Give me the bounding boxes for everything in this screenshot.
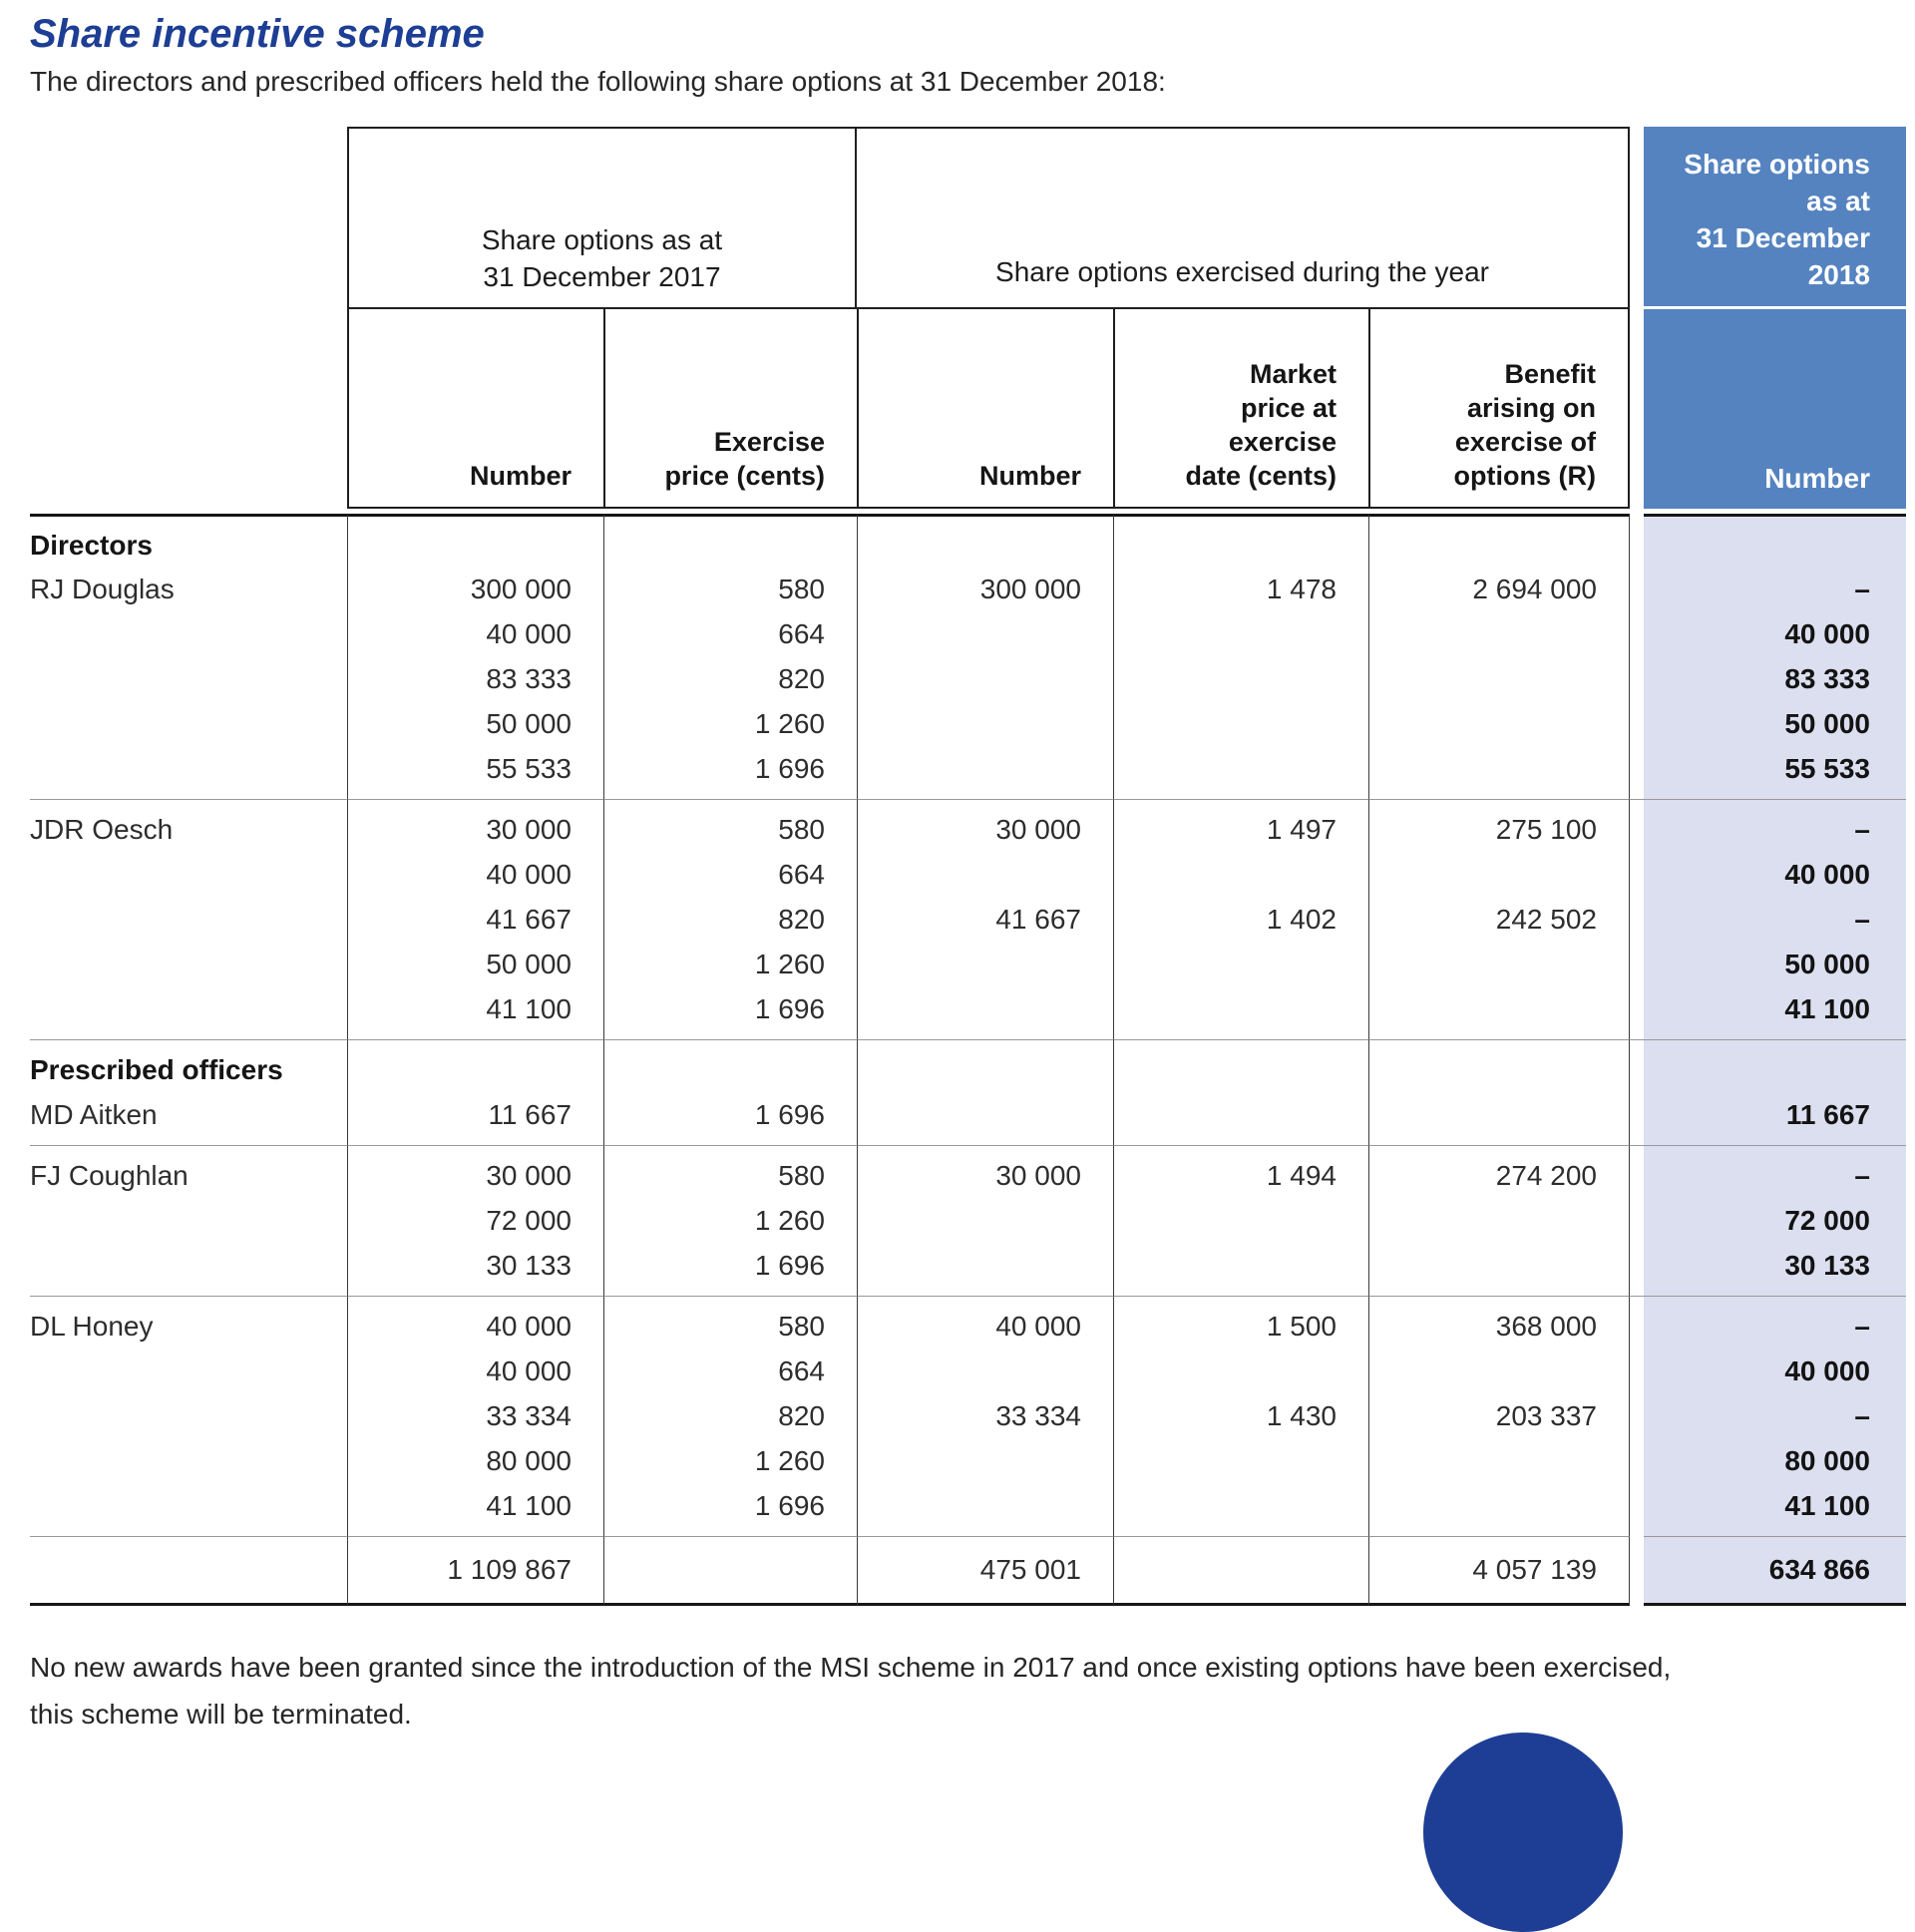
- table-cell: [1113, 852, 1368, 897]
- table-cell: 80 000: [347, 1438, 603, 1483]
- table-cell: [1113, 986, 1368, 1039]
- table-cell-2018: 41 100: [1644, 1483, 1906, 1536]
- table-cell-2018: 72 000: [1644, 1198, 1906, 1243]
- row-label: [30, 656, 347, 701]
- header-exercise-price: Exercise price (cents): [603, 309, 857, 509]
- table-cell: 1 430: [1113, 1393, 1368, 1438]
- header-benefit: Benefit arising on exercise of options (R): [1368, 309, 1630, 509]
- total-cell: [603, 1536, 857, 1606]
- total-cell: 4 057 139: [1368, 1536, 1630, 1606]
- table-cell: [1368, 942, 1630, 986]
- table-cell: 11 667: [347, 1092, 603, 1145]
- table-cell: [857, 986, 1113, 1039]
- table-cell: 664: [603, 852, 857, 897]
- row-label: Directors: [30, 514, 347, 567]
- share-options-table: [30, 127, 1906, 1606]
- table-cell: 274 200: [1368, 1145, 1630, 1198]
- table-cell: [1113, 1039, 1368, 1092]
- table-cell-2018: –: [1644, 567, 1906, 611]
- table-cell: 580: [603, 1145, 857, 1198]
- table-cell: 1 494: [1113, 1145, 1368, 1198]
- table-cell: [1368, 1198, 1630, 1243]
- total-cell: 1 109 867: [347, 1536, 603, 1606]
- row-label: DL Honey: [30, 1296, 347, 1349]
- table-cell: 242 502: [1368, 897, 1630, 942]
- table-cell-2018: 40 000: [1644, 1349, 1906, 1393]
- table-cell: 40 000: [347, 1296, 603, 1349]
- table-cell: [857, 656, 1113, 701]
- table-cell: 30 000: [857, 1145, 1113, 1198]
- header-group-2018: [1644, 127, 1906, 509]
- header-number-2018: Number: [1764, 463, 1870, 494]
- table-cell: 55 533: [347, 746, 603, 799]
- table-cell: 1 500: [1113, 1296, 1368, 1349]
- table-cell: [857, 942, 1113, 986]
- table-cell: 40 000: [347, 852, 603, 897]
- row-label: Prescribed officers: [30, 1039, 347, 1092]
- table-cell: 580: [603, 567, 857, 611]
- table-cell: 1 696: [603, 986, 857, 1039]
- table-cell: [1368, 1039, 1630, 1092]
- table-cell: [857, 852, 1113, 897]
- header-group-2017: Share options as at 31 December 2017: [347, 127, 857, 309]
- table-cell: [857, 1349, 1113, 1393]
- row-label: [30, 852, 347, 897]
- table-cell-2018: 11 667: [1644, 1092, 1906, 1145]
- table-cell: 1 260: [603, 1198, 857, 1243]
- table-cell: [857, 1483, 1113, 1536]
- table-cell: [1113, 611, 1368, 656]
- table-cell: [1368, 986, 1630, 1039]
- table-cell-2018: 50 000: [1644, 942, 1906, 986]
- table-cell: 40 000: [347, 1349, 603, 1393]
- table-cell: 820: [603, 897, 857, 942]
- table-body: [30, 514, 1906, 1606]
- table-cell: [1113, 1349, 1368, 1393]
- row-label: MD Aitken: [30, 1098, 158, 1130]
- row-label: [30, 746, 347, 799]
- table-cell: [603, 514, 857, 567]
- table-cell-2018: 40 000: [1644, 611, 1906, 656]
- total-row-label: [30, 1536, 347, 1606]
- table-cell-2018: –: [1644, 1296, 1906, 1349]
- table-cell: [1368, 746, 1630, 799]
- table-cell: 1 696: [603, 1243, 857, 1296]
- table-cell: 33 334: [857, 1393, 1113, 1438]
- table-cell: [1368, 1092, 1630, 1145]
- table-cell: 41 667: [347, 897, 603, 942]
- row-label: JDR Oesch: [30, 799, 347, 852]
- table-cell: 30 000: [857, 799, 1113, 852]
- table-cell: 50 000: [347, 701, 603, 746]
- table-cell: 83 333: [347, 656, 603, 701]
- table-cell: 820: [603, 656, 857, 701]
- table-cell: [1368, 514, 1630, 567]
- row-label: [30, 611, 347, 656]
- table-cell: 30 000: [347, 1145, 603, 1198]
- table-cell: [857, 1092, 1113, 1145]
- table-cell: 1 696: [603, 1092, 857, 1145]
- table-cell-2018: 30 133: [1644, 1243, 1906, 1296]
- table-cell: 664: [603, 611, 857, 656]
- row-label: [30, 942, 347, 986]
- page-title: Share incentive scheme: [30, 12, 485, 56]
- total-cell: 475 001: [857, 1536, 1113, 1606]
- table-cell-2018: –: [1644, 897, 1906, 942]
- table-cell: [1113, 1243, 1368, 1296]
- table-header: [30, 127, 1906, 509]
- table-cell: [857, 1243, 1113, 1296]
- table-cell: 300 000: [857, 567, 1113, 611]
- row-label: [30, 1483, 347, 1536]
- table-cell: 203 337: [1368, 1393, 1630, 1438]
- table-cell: [1113, 1092, 1368, 1145]
- table-cell: 30 133: [347, 1243, 603, 1296]
- table-cell: [857, 701, 1113, 746]
- table-cell: 1 497: [1113, 799, 1368, 852]
- table-cell: [347, 514, 603, 567]
- table-cell-2018: [1644, 514, 1906, 567]
- table-cell: [857, 1198, 1113, 1243]
- table-cell: [1368, 656, 1630, 701]
- table-cell: 664: [603, 1349, 857, 1393]
- row-label: [30, 1393, 347, 1438]
- decorative-page-circle: [1423, 1733, 1623, 1932]
- table-cell-2018: –: [1644, 799, 1906, 852]
- table-cell: 368 000: [1368, 1296, 1630, 1349]
- table-cell-2018: 83 333: [1644, 656, 1906, 701]
- row-label: [30, 1243, 347, 1296]
- table-cell: 41 100: [347, 986, 603, 1039]
- table-cell-2018: –: [1644, 1145, 1906, 1198]
- table-cell: 1 260: [603, 701, 857, 746]
- table-cell: [857, 746, 1113, 799]
- table-cell: 1 260: [603, 942, 857, 986]
- table-cell: [1113, 656, 1368, 701]
- table-cell: 40 000: [857, 1296, 1113, 1349]
- total-cell-2018: 634 866: [1644, 1536, 1906, 1606]
- table-cell: 1 696: [603, 1483, 857, 1536]
- table-cell-2018: [1644, 1039, 1906, 1092]
- row-label: [30, 1438, 347, 1483]
- table-cell: [1113, 701, 1368, 746]
- row-label: FJ Coughlan: [30, 1145, 347, 1198]
- table-cell: [1368, 611, 1630, 656]
- table-cell: [1368, 1438, 1630, 1483]
- table-cell: 820: [603, 1393, 857, 1438]
- table-cell: 1 478: [1113, 567, 1368, 611]
- table-cell: 580: [603, 1296, 857, 1349]
- table-cell: 41 667: [857, 897, 1113, 942]
- row-label: [30, 1198, 347, 1243]
- table-cell: 1 260: [603, 1438, 857, 1483]
- table-cell-2018: 55 533: [1644, 746, 1906, 799]
- total-cell: [1113, 1536, 1368, 1606]
- table-cell: [1368, 1349, 1630, 1393]
- header-group-exercised: Share options exercised during the year: [857, 127, 1630, 309]
- table-cell: 30 000: [347, 799, 603, 852]
- header-market-price: Market price at exercise date (cents): [1113, 309, 1368, 509]
- table-cell: 72 000: [347, 1198, 603, 1243]
- table-cell: [603, 1039, 857, 1092]
- table-cell: 300 000: [347, 567, 603, 611]
- table-cell: [1113, 942, 1368, 986]
- table-cell: [1113, 514, 1368, 567]
- table-cell: 33 334: [347, 1393, 603, 1438]
- table-cell: [1113, 1438, 1368, 1483]
- table-cell: 50 000: [347, 942, 603, 986]
- table-cell-2018: –: [1644, 1393, 1906, 1438]
- header-name-column-spacer: [30, 127, 347, 509]
- table-cell-2018: 40 000: [1644, 852, 1906, 897]
- row-label: [30, 986, 347, 1039]
- table-cell: [1368, 701, 1630, 746]
- header-number-exercised: Number: [857, 309, 1113, 509]
- table-cell: 580: [603, 799, 857, 852]
- header-group-2018-title: Share options as at 31 December 2018: [1644, 127, 1906, 309]
- table-cell: [347, 1039, 603, 1092]
- table-cell: [857, 611, 1113, 656]
- table-cell-2018: 50 000: [1644, 701, 1906, 746]
- table-cell: [1113, 1198, 1368, 1243]
- table-cell: 2 694 000: [1368, 567, 1630, 611]
- table-cell: 275 100: [1368, 799, 1630, 852]
- table-cell-2018: 41 100: [1644, 986, 1906, 1039]
- table-cell: [857, 1438, 1113, 1483]
- table-cell: 41 100: [347, 1483, 603, 1536]
- table-cell: 1 696: [603, 746, 857, 799]
- table-cell: [1368, 1483, 1630, 1536]
- table-cell: [1113, 1483, 1368, 1536]
- table-cell-2018: 80 000: [1644, 1438, 1906, 1483]
- table-cell: [857, 1039, 1113, 1092]
- intro-text: The directors and prescribed officers held the following share options at 31 December 2018:: [30, 66, 1166, 97]
- table-cell: [1368, 1243, 1630, 1296]
- footer-note: No new awards have been granted since the introduction of the MSI scheme in 2017 and once existing options have been exercised, this scheme will be terminated.: [30, 1652, 1672, 1730]
- header-column-gap: [1630, 127, 1644, 509]
- table-cell: 1 402: [1113, 897, 1368, 942]
- row-label: RJ Douglas: [30, 573, 175, 604]
- row-label: [30, 701, 347, 746]
- row-label: [30, 897, 347, 942]
- table-cell: 40 000: [347, 611, 603, 656]
- table-cell: [857, 514, 1113, 567]
- row-label: [30, 1349, 347, 1393]
- table-cell: [1368, 852, 1630, 897]
- header-number-2017: Number: [347, 309, 603, 509]
- table-cell: [1113, 746, 1368, 799]
